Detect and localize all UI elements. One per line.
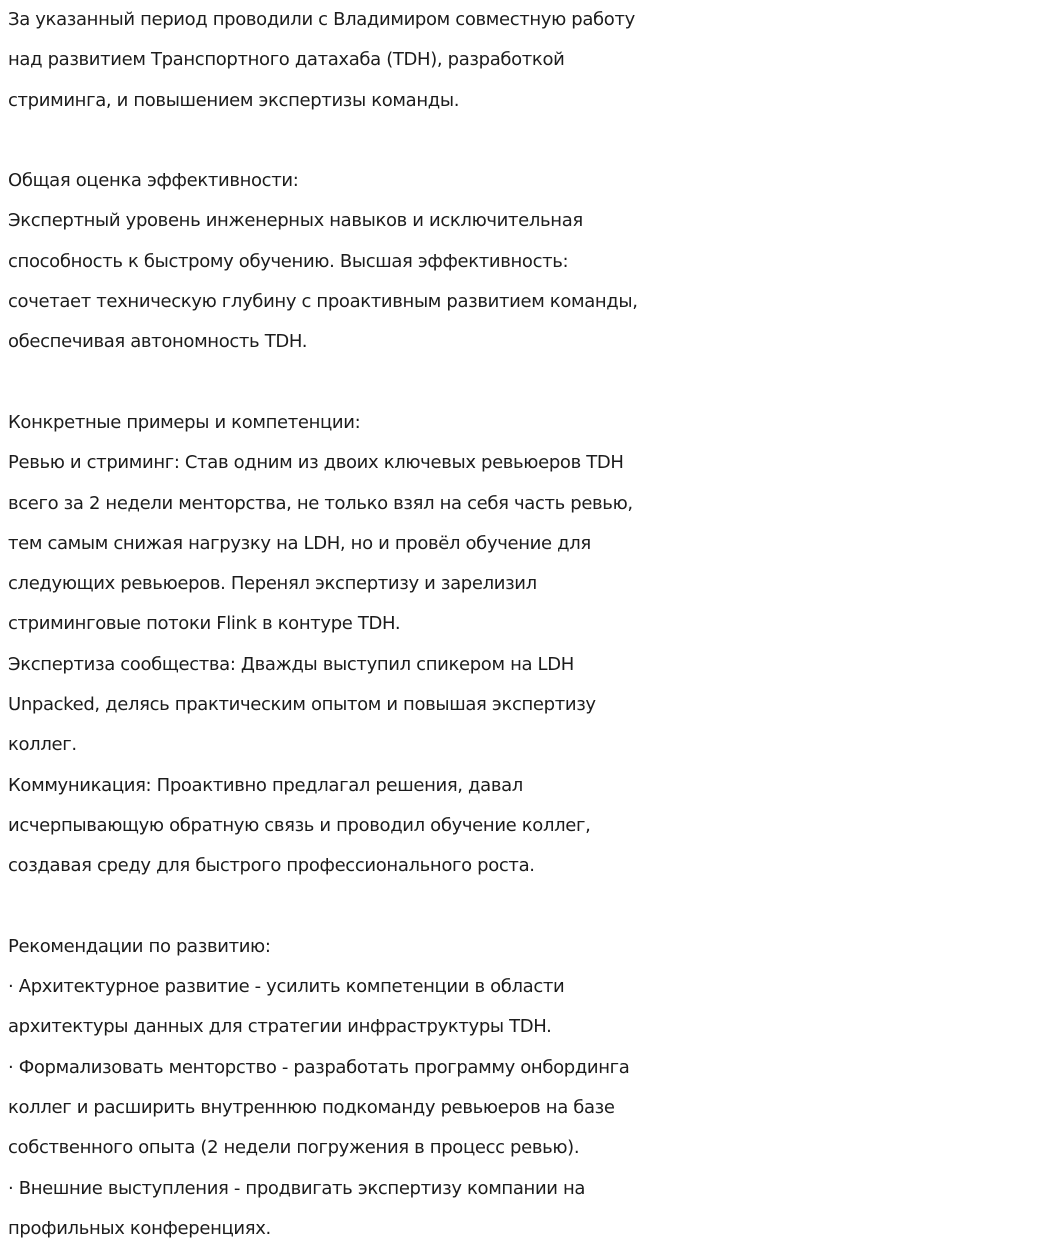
section-heading: Конкретные примеры и компетенции: [8,411,361,433]
paragraph-spacer [8,363,1060,403]
text-line: создавая среду для быстрого профессионального роста. [8,855,535,877]
text-line: · Формализовать менторство - разработать программу онбординга [8,1056,630,1078]
paragraph-spacer [8,121,1060,161]
text-line: стриминговые потоки Flink в контуре TDH. [8,613,401,635]
text-line: профильных конференциях. [8,1217,271,1239]
text-line: Экспертиза сообщества: Дважды выступил спикером на LDH [8,653,574,675]
text-line: Коммуникация: Проактивно предлагал решения, давал [8,774,523,796]
text-line: всего за 2 недели менторства, не только взял на себя часть ревью, [8,492,633,514]
text-line: обеспечивая автономность TDH. [8,331,308,353]
text-line: следующих ревьюеров. Перенял экспертизу и зарелизил [8,573,537,595]
section-heading: Рекомендации по развитию: [8,935,271,957]
text-line: тем самым снижая нагрузку на LDH, но и провёл обучение для [8,532,591,554]
text-line: исчерпывающую обратную связь и проводил обучение коллег, [8,814,591,836]
examples-section [8,403,1060,887]
text-line: Экспертный уровень инженерных навыков и исключительная [8,210,583,232]
text-line: Ревью и стриминг: Став одним из двоих ключевых ревьюеров TDH [8,452,624,474]
text-line: собственного опыта (2 недели погружения в процесс ревью). [8,1137,580,1159]
text-line: стриминга, и повышением экспертизы команды. [8,89,460,111]
overall-section [8,161,1060,362]
text-line: способность к быстрому обучению. Высшая эффективность: [8,250,569,272]
text-line: сочетает техническую глубину с проактивным развитием команды, [8,291,638,313]
recommendations-section [8,927,1060,1249]
text-line: коллег и расширить внутреннюю подкоманду ревьюеров на базе [8,1097,615,1119]
text-line: над развитием Транспортного датахаба (TDH), разработкой [8,49,565,71]
section-heading: Общая оценка эффективности: [8,170,299,192]
text-line: Unpacked, делясь практическим опытом и повышая экспертизу [8,694,596,716]
paragraph-spacer [8,887,1060,927]
text-line: коллег. [8,734,77,756]
text-line: · Внешние выступления - продвигать экспертизу компании на [8,1177,586,1199]
text-line: архитектуры данных для стратегии инфраструктуры TDH. [8,1016,552,1038]
text-line: · Архитектурное развитие - усилить компетенции в области [8,976,565,998]
text-line: За указанный период проводили с Владимиром совместную работу [8,9,635,30]
intro-paragraph [8,0,1060,121]
